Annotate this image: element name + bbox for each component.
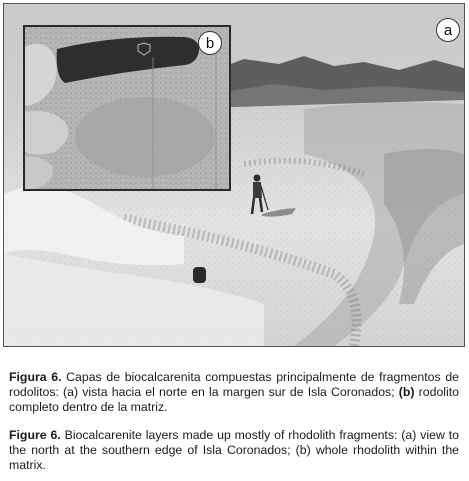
caption-en-part2: ) view to the north at the southern edge of Isla Coronados; ( bbox=[9, 428, 459, 457]
caption-es-lead: Figura 6. bbox=[9, 370, 62, 384]
caption-es-part3: rodolito completo dentro de la matriz. bbox=[9, 385, 459, 414]
rhodolith-nodule bbox=[75, 97, 215, 177]
panel-label-a: a bbox=[436, 18, 460, 42]
caption-es-b-marker: (b) bbox=[398, 385, 415, 399]
caption-en-lead: Figure 6. bbox=[9, 428, 61, 442]
panel-label-b: b bbox=[198, 31, 222, 55]
caption-en-a-marker: a bbox=[405, 428, 413, 442]
caption-spanish bbox=[9, 370, 459, 415]
caption-en-part1: Biocalcarenite layers made up mostly of rhodolith fragments: ( bbox=[60, 428, 406, 442]
caption-es-part2: ) vista hacia el norte en la margen sur de Isla Coronados; bbox=[74, 385, 399, 399]
rhodolith-block bbox=[193, 267, 206, 283]
caption-es-part1: Capas de biocalcarenita compuestas principalmente de fragmentos de rodolitos: ( bbox=[9, 370, 460, 399]
caption-en-part3: ) whole rhodolith within the matrix. bbox=[9, 443, 459, 472]
figure-photo-a bbox=[3, 3, 465, 347]
caption-english bbox=[9, 428, 459, 473]
caption-es-a-marker: a bbox=[67, 385, 75, 399]
caption-en-b-marker: b bbox=[299, 443, 307, 457]
rhodolith-closeup bbox=[25, 27, 229, 189]
